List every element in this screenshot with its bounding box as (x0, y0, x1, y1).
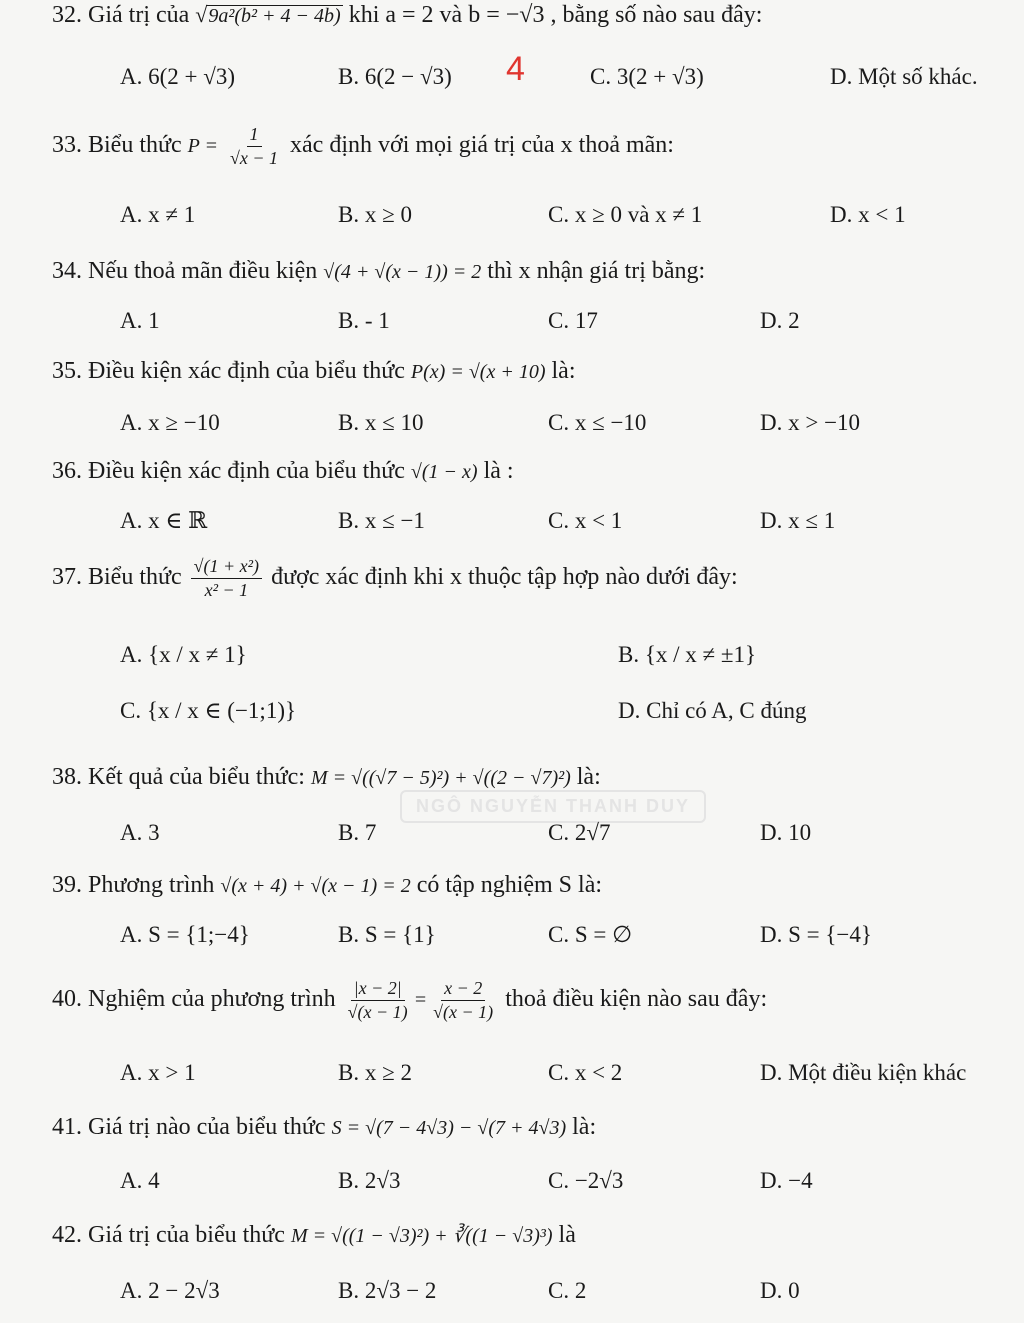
option-d[interactable]: D. x < 1 (830, 202, 906, 227)
option-b[interactable]: B. 2√3 − 2 (338, 1278, 437, 1303)
math-expression: P(x) = √(x + 10) (410, 361, 546, 383)
option-b[interactable]: B. S = {1} (338, 922, 436, 947)
question-38: 38. Kết quả của biểu thức: M = √((√7 − 5)²) + √((2 − √7)²) là: (52, 764, 601, 790)
fraction: $\frac{\text{√(1 + x²)}}{\text{x² − 1}}$ (191, 556, 262, 601)
option-a[interactable]: A. x > 1 (120, 1060, 196, 1085)
option-a[interactable]: A. 3 (120, 820, 160, 845)
option-b[interactable]: B. 2√3 (338, 1168, 401, 1193)
option-d[interactable]: D. 0 (760, 1278, 800, 1303)
option-b[interactable]: B. x ≥ 2 (338, 1060, 412, 1085)
math-expression: M = √((√7 − 5)²) + √((2 − √7)²) (310, 767, 571, 789)
option-c[interactable]: C. {x / x ∈ (−1;1)} (120, 698, 297, 723)
option-c[interactable]: C. x < 1 (548, 508, 623, 533)
math-expression: √(1 − x) (410, 461, 478, 483)
option-d[interactable]: D. Chỉ có A, C đúng (618, 698, 807, 723)
handwritten-annotation: 4 (506, 50, 525, 88)
option-c[interactable]: C. x ≥ 0 và x ≠ 1 (548, 202, 703, 227)
question-36: 36. Điều kiện xác định của biểu thức √(1 − x) là : (52, 458, 514, 484)
option-a[interactable]: A. 2 − 2√3 (120, 1278, 220, 1303)
option-a[interactable]: A. x ≥ −10 (120, 410, 220, 435)
question-41: 41. Giá trị nào của biểu thức S = √(7 − 4√3) − √(7 + 4√3) là: (52, 1114, 597, 1140)
option-d[interactable]: D. −4 (760, 1168, 813, 1193)
question-39: 39. Phương trình √(x + 4) + √(x − 1) = 2 có tập nghiệm S là: (52, 872, 603, 898)
option-d[interactable]: D. Một điều kiện khác (760, 1060, 967, 1085)
option-c[interactable]: C. x < 2 (548, 1060, 623, 1085)
option-a[interactable]: A. 6(2 + √3) (120, 64, 236, 89)
question-32: 32. Giá trị của √9a²(b² + 4 − 4b) khi a = 2 và b = −√3 , bằng số nào sau đây: (52, 2, 763, 28)
math-expression: √9a²(b² + 4 − 4b) (195, 2, 341, 27)
option-b[interactable]: B. {x / x ≠ ±1} (618, 642, 757, 667)
option-c[interactable]: C. S = ∅ (548, 922, 633, 947)
math-expression: S = √(7 − 4√3) − √(7 + 4√3) (331, 1117, 567, 1139)
option-d[interactable]: D. S = {−4} (760, 922, 872, 947)
option-b[interactable]: B. 6(2 − √3) (338, 64, 452, 89)
option-a[interactable]: A. 4 (120, 1168, 160, 1193)
option-a[interactable]: A. S = {1;−4} (120, 922, 250, 947)
question-37: 37. Biểu thức $\frac{\text{√(1 + x²)}}{\text{x² − 1}}$ được xác định khi x thuộc tập hợp nào dưới đây: (52, 556, 738, 600)
option-d[interactable]: D. x ≤ 1 (760, 508, 836, 533)
option-d[interactable]: D. 2 (760, 308, 800, 333)
math-expression: √(x + 4) + √(x − 1) = 2 (220, 875, 411, 897)
fraction: $\frac{x - 2}{√(x - 1)}$ (433, 978, 494, 1022)
option-a[interactable]: A. 1 (120, 308, 160, 333)
question-33: 33. Biểu thức P = $\frac{1}{√x - 1}$ xác định với mọi giá trị của x thoả mãn: (52, 124, 674, 168)
question-35: 35. Điều kiện xác định của biểu thức P(x) = √(x + 10) là: (52, 358, 576, 384)
option-c[interactable]: C. x ≤ −10 (548, 410, 647, 435)
math-expression: √(4 + √(x − 1)) = 2 (323, 261, 482, 283)
watermark: NGÔ NGUYỄN THANH DUY (400, 790, 706, 823)
option-b[interactable]: B. 7 (338, 820, 377, 845)
option-d[interactable]: D. Một số khác. (830, 64, 978, 89)
option-a[interactable]: A. x ∈ ℝ (120, 508, 208, 533)
option-d[interactable]: D. 10 (760, 820, 812, 845)
option-b[interactable]: B. - 1 (338, 308, 390, 333)
option-b[interactable]: B. x ≥ 0 (338, 202, 412, 227)
option-c[interactable]: C. 3(2 + √3) (590, 64, 704, 89)
question-34: 34. Nếu thoả mãn điều kiện √(4 + √(x − 1)) = 2 thì x nhận giá trị bằng: (52, 258, 706, 284)
fraction: $\frac{1}{√x - 1}$ (230, 124, 279, 168)
option-c[interactable]: C. 2√7 (548, 820, 611, 845)
option-c[interactable]: C. 2 (548, 1278, 587, 1303)
option-c[interactable]: C. −2√3 (548, 1168, 624, 1193)
option-a[interactable]: A. x ≠ 1 (120, 202, 196, 227)
option-b[interactable]: B. x ≤ −1 (338, 508, 425, 533)
option-b[interactable]: B. x ≤ 10 (338, 410, 424, 435)
option-a[interactable]: A. {x / x ≠ 1} (120, 642, 247, 667)
fraction: $\frac{|x - 2|}{√(x - 1)}$ (347, 978, 408, 1022)
option-c[interactable]: C. 17 (548, 308, 598, 333)
question-42: 42. Giá trị của biểu thức M = √((1 − √3)²) + ∛((1 − √3)³) là (52, 1222, 576, 1248)
question-40: 40. Nghiệm của phương trình $\frac{|x - 2|}{√(x - 1)}$ = $\frac{x - 2}{√(x - 1)}$ thoả điều kiện nào sau đây: (52, 978, 768, 1022)
option-d[interactable]: D. x > −10 (760, 410, 861, 435)
math-expression: M = √((1 − √3)²) + ∛((1 − √3)³) (290, 1225, 553, 1247)
